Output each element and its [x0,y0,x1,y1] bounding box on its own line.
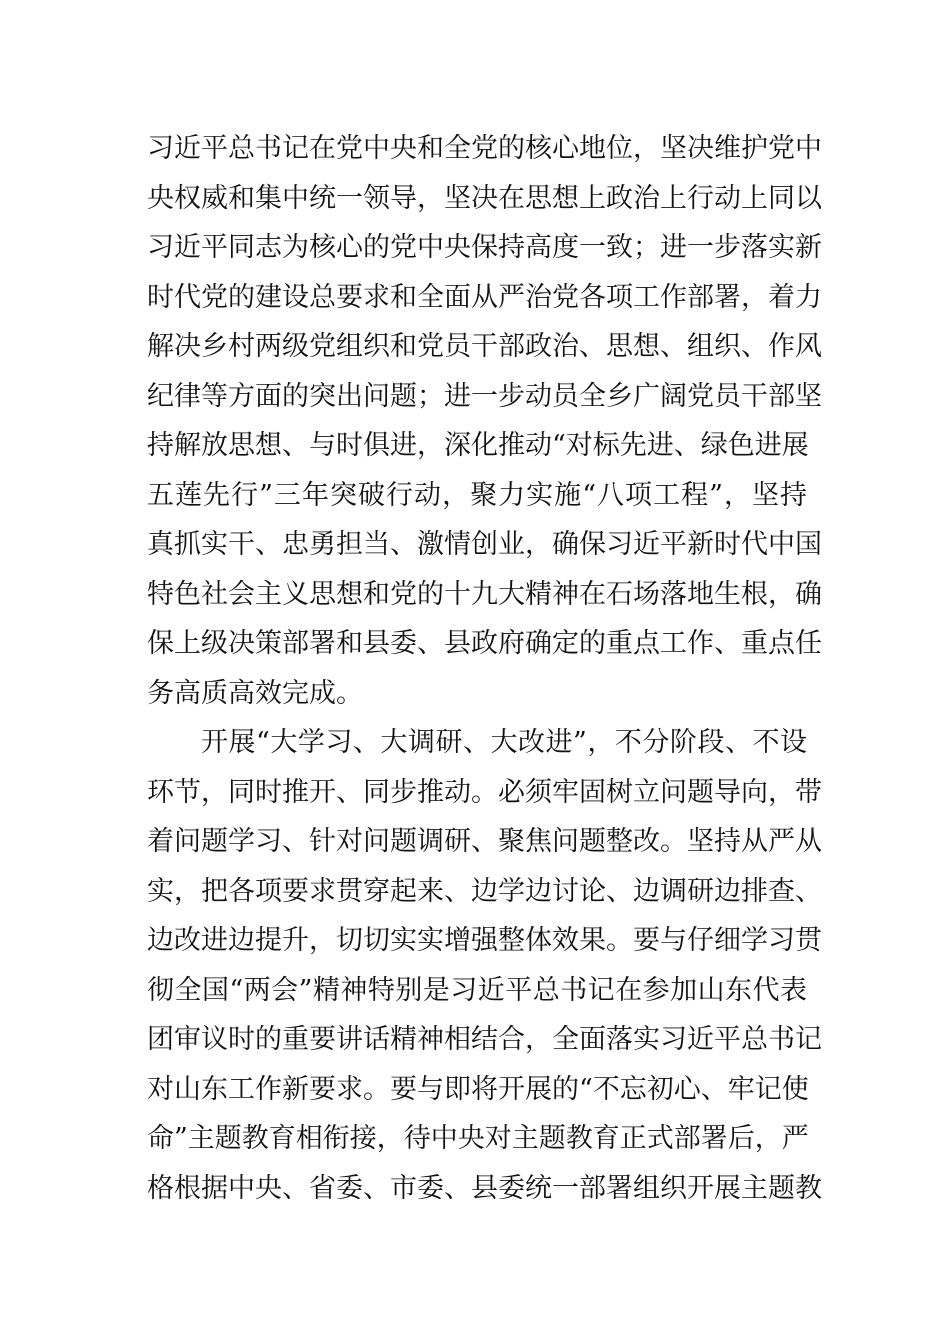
text-line: 解决乡村两级党组织和党员干部政治、思想、组织、作风 [147,331,822,362]
text-line: 持解放思想、与时俱进，深化推动“对标先进、绿色进展 [147,430,809,461]
text-line: 纪律等方面的突出问题；进一步动员全乡广阔党员干部坚 [147,380,822,412]
text-line: 环节，同时推开、同步推动。必须牢固树立问题导向，带 [147,776,822,808]
body-text [147,124,822,1213]
text-line: 团审议时的重要讲话精神相结合，全面落实习近平总书记 [147,1024,822,1055]
text-line: 开展“大学习、大调研、大改进”，不分阶段、不设 [201,727,807,758]
text-line: 真抓实干、忠勇担当、激情创业，确保习近平新时代中国 [147,529,822,560]
text-line: 对山东工作新要求。要与即将开展的“不忘初心、牢记使 [147,1073,809,1105]
text-line: 命”主题教育相衔接，待中央对主题教育正式部署后，严 [147,1123,809,1154]
text-line: 彻全国“两会”精神特别是习近平总书记在参加山东代表 [147,974,807,1006]
paragraph-2 [147,718,822,1213]
text-line: 习近平总书记在党中央和全党的核心地位，坚决维护党中 [147,133,822,164]
text-line: 格根据中央、省委、市委、县委统一部署组织开展主题教 [147,1172,822,1204]
text-line: 务高质高效完成。 [147,677,363,709]
text-line: 时代党的建设总要求和全面从严治党各项工作部署，着力 [147,281,822,313]
text-line: 特色社会主义思想和党的十九大精神在石场落地生根，确 [147,578,822,610]
text-line: 着问题学习、针对问题调研、聚焦问题整改。坚持从严从 [147,826,822,857]
paragraph-1 [147,124,822,718]
text-line: 保上级决策部署和县委、县政府确定的重点工作、重点任 [147,628,822,659]
text-line: 边改进边提升，切切实实增强整体效果。要与仔细学习贯 [147,925,822,956]
text-line: 实，把各项要求贯穿起来、边学边讨论、边调研边排查、 [147,875,822,907]
text-line: 习近平同志为核心的党中央保持高度一致；进一步落实新 [147,232,822,263]
text-line: 五莲先行”三年突破行动，聚力实施“八项工程”，坚持 [147,479,807,511]
text-line: 央权威和集中统一领导，坚决在思想上政治上行动上同以 [147,182,822,214]
